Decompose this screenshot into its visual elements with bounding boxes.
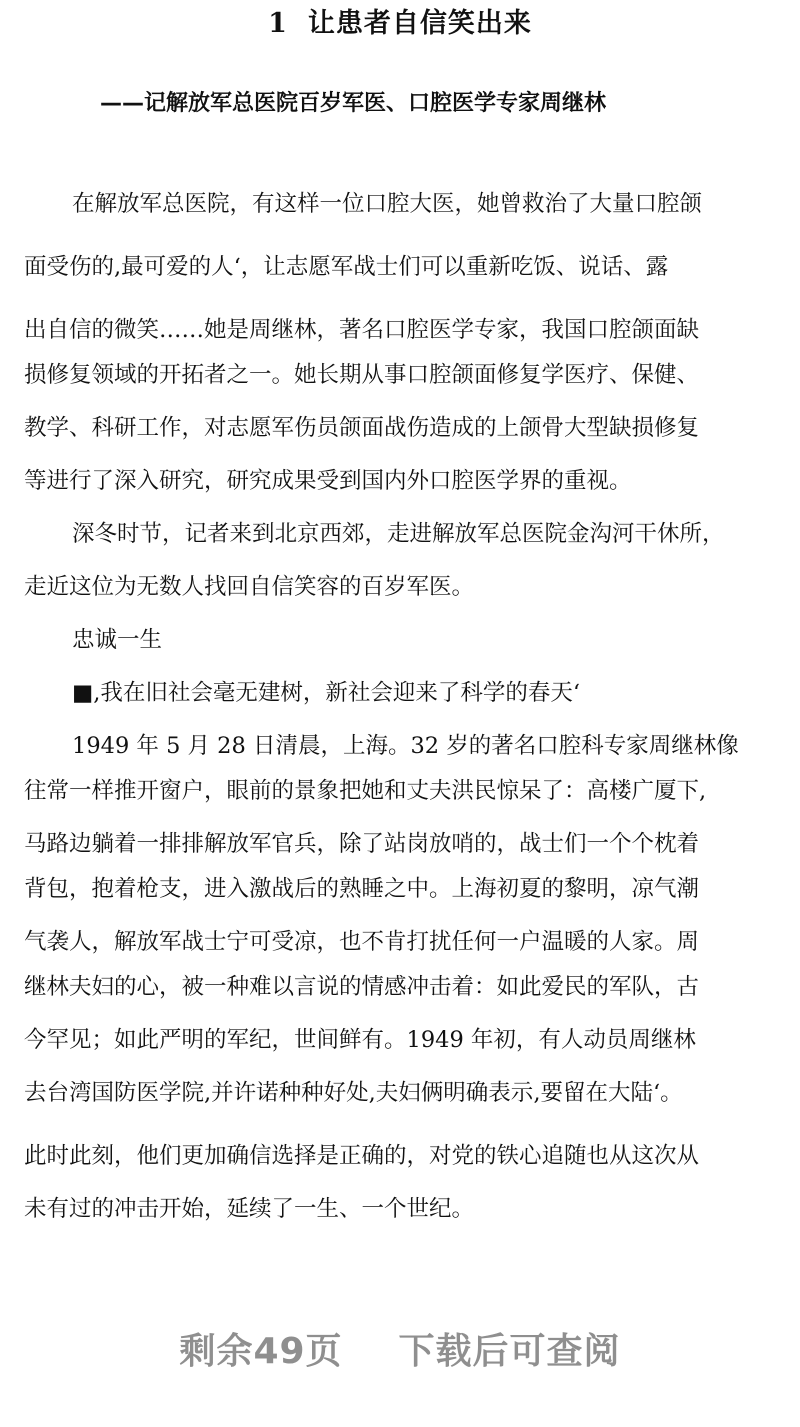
paragraph-line: 此时此刻，他们更加确信选择是正确的，对党的铁心追随也从这次从 [24, 1143, 700, 1169]
paragraph-line: 今罕见；如此严明的军纪，世间鲜有。1949 年初，有人动员周继林 [24, 1027, 696, 1053]
download-to-view-label: 下载后可查阅 [398, 1331, 621, 1372]
paragraph-line: 等进行了深入研究，研究成果受到国内外口腔医学界的重视。 [24, 468, 632, 494]
paragraph-line: 深冬时节，记者来到北京西郊，走进解放军总医院金沟河干休所， [72, 521, 725, 547]
paragraph-line: 继林夫妇的心，被一种难以言说的情感冲击着：如此爱民的军队，古 [24, 974, 700, 1000]
paragraph-line: 面受伤的,最可爱的人‘，让志愿军战士们可以重新吃饭、说话、露 [24, 254, 669, 280]
section-heading: 忠诚一生 [72, 627, 163, 653]
remaining-pages-label: 剩余49页 [179, 1331, 343, 1372]
paragraph-line: 1949 年 5 月 28 日清晨，上海。32 岁的著名口腔科专家周继林像 [72, 733, 739, 759]
paragraph-line: 背包，抱着枪支，进入激战后的熟睡之中。上海初夏的黎明，凉气潮 [24, 876, 700, 902]
paragraph-line: 在解放军总医院，有这样一位口腔大医，她曾救治了大量口腔颌 [72, 191, 703, 217]
chapter-number: 1 [268, 8, 288, 39]
paragraph-line: 出自信的微笑……她是周继林，著名口腔医学专家，我国口腔颌面缺 [24, 317, 700, 343]
chapter-subtitle: ——记解放军总医院百岁军医、口腔医学专家周继林 [100, 91, 607, 116]
paragraph-line: 走近这位为无数人找回自信笑容的百岁军医。 [24, 574, 475, 600]
paragraph-line: 往常一样推开窗户，眼前的景象把她和丈夫洪民惊呆了：高楼广厦下, [24, 778, 707, 804]
paragraph-line: 去台湾国防医学院,并许诺种种好处,夫妇俩明确表示‚要留在大陆‘。 [24, 1080, 683, 1106]
paragraph-line: 未有过的冲击开始，延续了一生、一个世纪。 [24, 1196, 475, 1222]
section-subheading: ■,我在旧社会毫无建树，新社会迎来了科学的春天‘ [72, 680, 581, 706]
chapter-title: 让患者自信笑出来 [307, 8, 532, 39]
paragraph-line: 损修复领域的开拓者之一。她长期从事口腔颌面修复学医疗、保健、 [24, 362, 700, 388]
paragraph-line: 马路边躺着一排排解放军官兵，除了站岗放哨的，战士们一个个枕着 [24, 831, 700, 857]
download-prompt[interactable] [0, 1322, 800, 1382]
paragraph-line: 教学、科研工作，对志愿军伤员颌面战伤造成的上颌骨大型缺损修复 [24, 415, 700, 441]
article-body [24, 182, 784, 1232]
paragraph-line: 气袭人，解放军战士宁可受凉，也不肯打扰任何一户温暖的人家。周 [24, 929, 700, 955]
chapter-heading [0, 2, 800, 46]
